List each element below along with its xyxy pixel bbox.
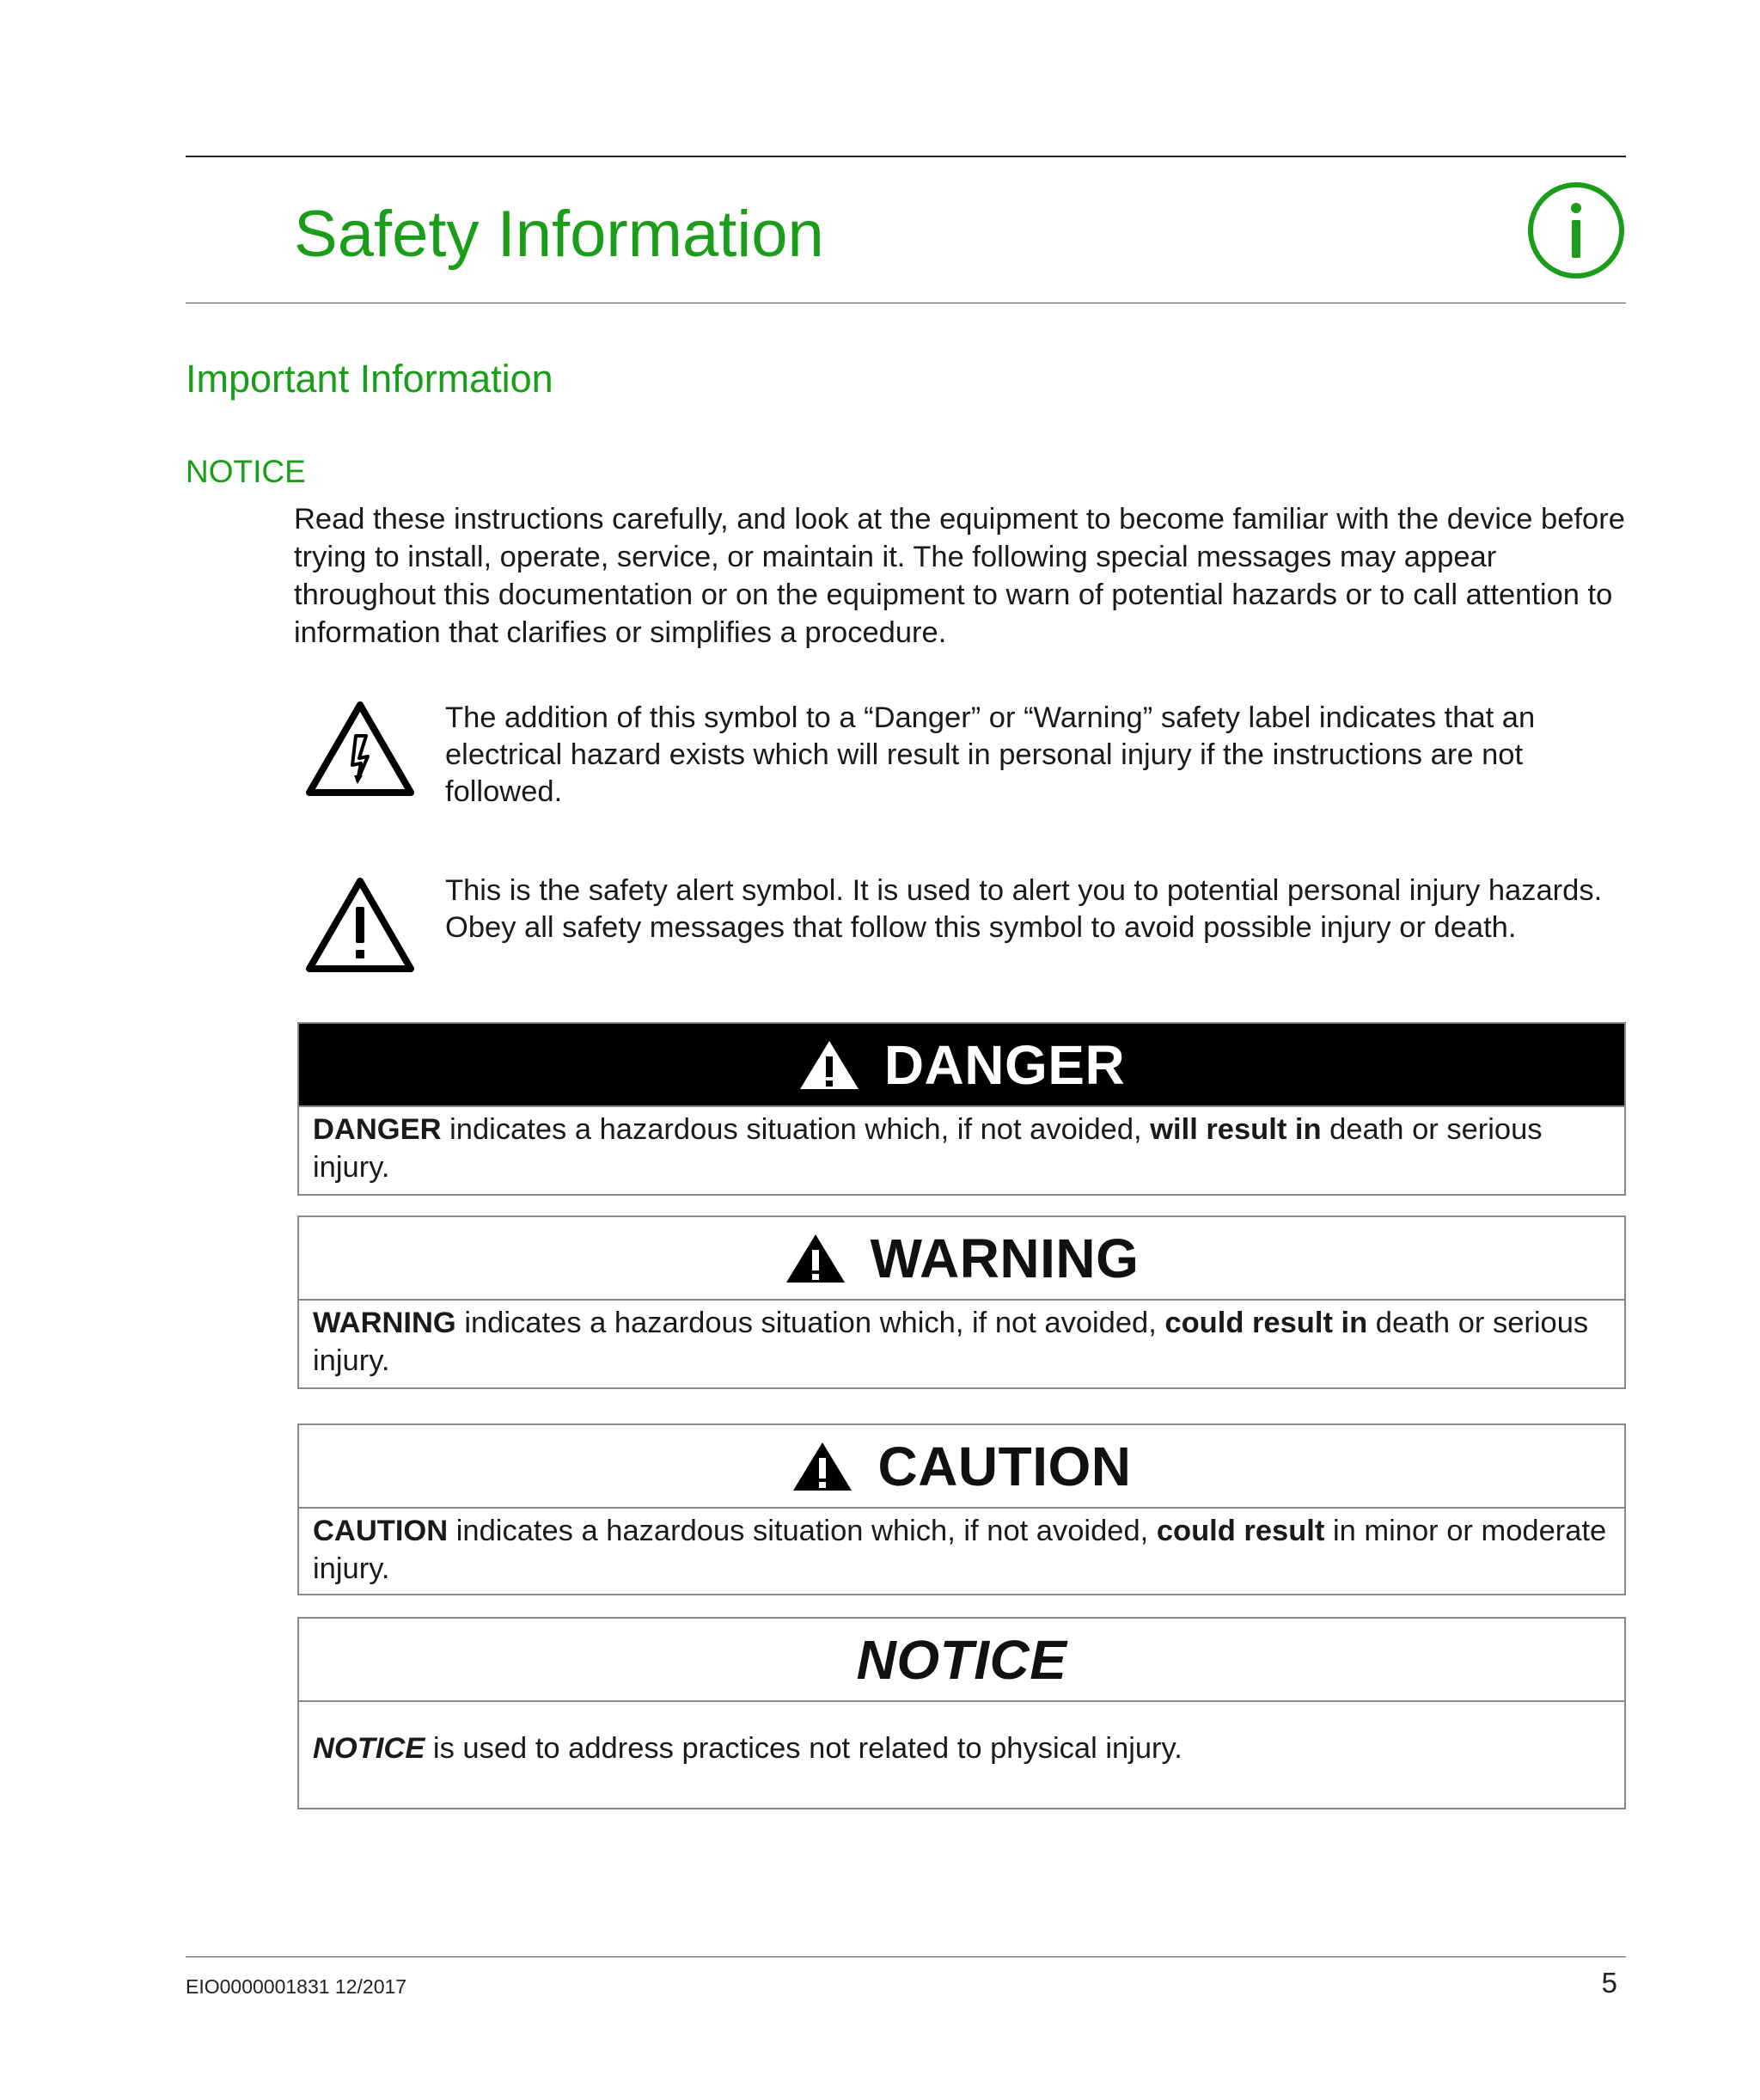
- notice-label: NOTICE: [856, 1628, 1067, 1691]
- warning-header: [299, 1217, 1624, 1301]
- caution-label: CAUTION: [877, 1435, 1132, 1497]
- danger-header: [299, 1024, 1624, 1107]
- caution-keyword: CAUTION: [313, 1515, 449, 1547]
- caution-text-part2: in minor or moderate injury.: [313, 1515, 1607, 1585]
- footer-doc-id: EIO0000001831 12/2017: [186, 1975, 407, 1998]
- caution-text-part1: indicates a hazardous situation which, if not avoided,: [448, 1515, 1157, 1547]
- notice-description: [299, 1702, 1624, 1767]
- warning-label: WARNING: [870, 1227, 1140, 1289]
- danger-emphasis: will result in: [1150, 1113, 1322, 1146]
- footer-rule: [186, 1956, 1626, 1957]
- warning-description: [299, 1301, 1624, 1380]
- warning-text-part1: indicates a hazardous situation which, if not avoided,: [455, 1307, 1165, 1339]
- danger-keyword: DANGER: [313, 1113, 442, 1146]
- safety-alert-text: This is the safety alert symbol. It is used to alert you to potential personal injury hazards. Obey all safety messages that follow this symbol to avoid possible injury or death.: [445, 874, 1603, 944]
- notice-keyword: NOTICE: [313, 1732, 425, 1765]
- caution-alert-icon: [791, 1441, 853, 1492]
- warning-text-part2: death or serious injury.: [313, 1307, 1589, 1377]
- danger-box: [297, 1022, 1626, 1196]
- caution-header: [299, 1425, 1624, 1509]
- notice-box: [297, 1617, 1626, 1809]
- section-title: Important Information: [186, 357, 553, 401]
- warning-box: [297, 1215, 1626, 1389]
- notice-header: [299, 1619, 1624, 1702]
- caution-emphasis: could result: [1156, 1515, 1325, 1547]
- notice-text: is used to address practices not related to physical injury.: [425, 1732, 1182, 1765]
- top-rule: [186, 156, 1626, 157]
- electrical-hazard-row: [294, 700, 1635, 820]
- notice-heading: NOTICE: [186, 454, 306, 489]
- danger-description: [299, 1107, 1624, 1186]
- danger-text-part2: death or serious injury.: [313, 1113, 1543, 1184]
- warning-keyword: WARNING: [313, 1307, 456, 1339]
- safety-alert-row: [294, 872, 1635, 993]
- caution-box: [297, 1423, 1626, 1595]
- electrical-hazard-icon: [304, 700, 416, 799]
- page-title: Safety Information: [294, 198, 824, 271]
- footer-page-number: 5: [1601, 1967, 1617, 1999]
- intro-paragraph: Read these instructions carefully, and look at the equipment to become familiar with the device before trying to install, operate, service, or maintain it. The following special messages may appear throughout this documentation or on the equipment to warn of potential hazards or to call attention to information that clarifies or simplifies a procedure.: [294, 503, 1625, 649]
- danger-label: DANGER: [883, 1033, 1126, 1096]
- caution-description: [299, 1509, 1624, 1588]
- danger-alert-icon: [798, 1039, 860, 1091]
- safety-alert-icon: [304, 876, 416, 975]
- danger-text-part1: indicates a hazardous situation which, if not avoided,: [441, 1113, 1151, 1146]
- electrical-hazard-text: The addition of this symbol to a “Danger” or “Warning” safety label indicates that an electrical hazard exists which will result in personal injury if the instructions are not followed.: [445, 701, 1536, 808]
- info-circle-icon: [1526, 181, 1626, 280]
- warning-alert-icon: [785, 1233, 846, 1284]
- warning-emphasis: could result in: [1164, 1307, 1368, 1339]
